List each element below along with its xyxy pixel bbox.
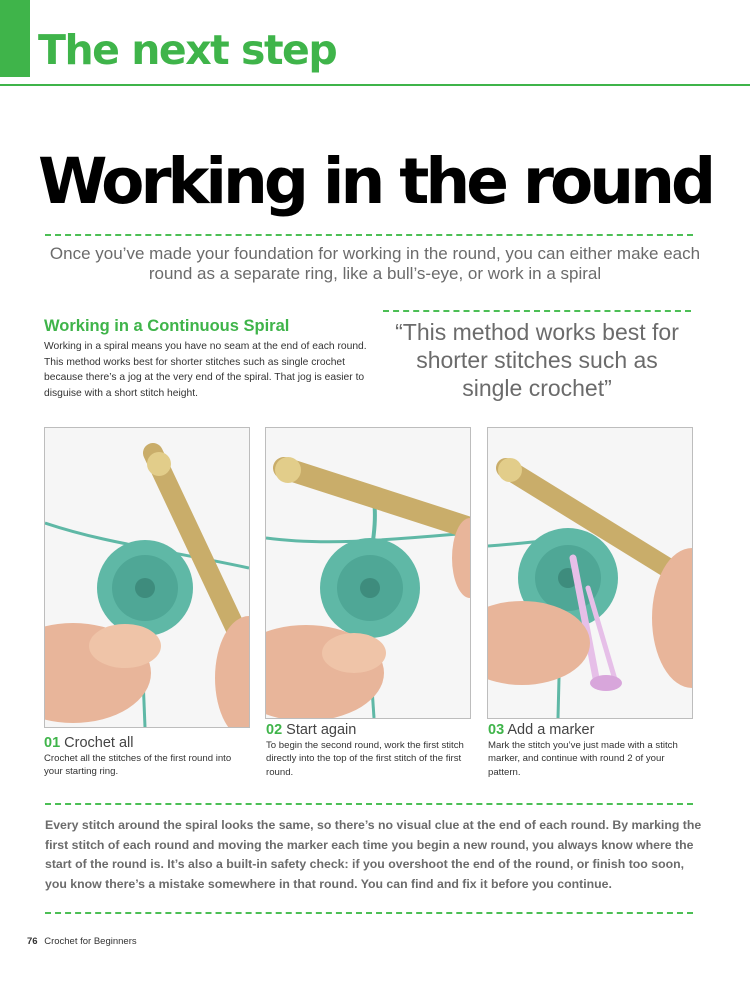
dashed-divider (45, 234, 693, 236)
step-3-heading (488, 722, 594, 738)
section-color-tab (0, 0, 30, 77)
page-number: 76 (27, 936, 38, 947)
publication-name: Crochet for Beginners (44, 936, 137, 947)
subsection-body: Working in a spiral means you have no seam at the end of each round. This method works best for shorter stitches such as single crochet because there’s a jog at the very end of the spiral. That jog is easier to disguise with a short stitch height. (44, 341, 367, 399)
step-title: Add a marker (507, 722, 595, 738)
step-1-heading (44, 735, 133, 751)
summary-bottom-divider (45, 912, 693, 914)
step-title: Start again (286, 722, 357, 738)
step-3-text: Mark the stitch you’ve just made with a stitch marker, and continue with round 2 of your pattern. (488, 740, 678, 778)
page-footer (27, 936, 137, 947)
step-number: 03 (488, 722, 505, 738)
step-1-text: Crochet all the stitches of the first round into your starting ring. (44, 753, 232, 778)
summary-text: Every stitch around the spiral looks the same, so there’s no visual clue at the end of each round. By marking the first stitch of each round and moving the marker each time you begin a new round, you always know where the start of the round is. It’s also a built-in safety check: if you overshoot the end of the round, or finish too soon, you know there’s a mistake somewhere in that round. You can find and fix it before you continue. (45, 818, 702, 891)
step-2-photo (265, 427, 471, 719)
quote-divider (383, 310, 691, 312)
step-title: Crochet all (64, 735, 134, 751)
step-2-heading (266, 722, 356, 738)
pull-quote: “This method works best for shorter stitches such as single crochet” (395, 319, 679, 401)
header-rule (0, 84, 750, 86)
step-3-photo (487, 427, 693, 719)
subsection-heading: Working in a Continuous Spiral (44, 317, 290, 335)
step-number: 02 (266, 722, 283, 738)
summary-top-divider (45, 803, 693, 805)
article-title: Working in the round (37, 145, 713, 218)
intro-text: Once you’ve made your foundation for working in the round, you can either make each round as a separate ring, like a bull’s-eye, or work in a spiral (49, 244, 701, 283)
step-2-text: To begin the second round, work the first stitch directly into the top of the first stitch of the first round. (266, 740, 464, 778)
step-number: 01 (44, 735, 61, 751)
section-title: The next step (38, 26, 337, 74)
step-1-photo (44, 427, 250, 728)
